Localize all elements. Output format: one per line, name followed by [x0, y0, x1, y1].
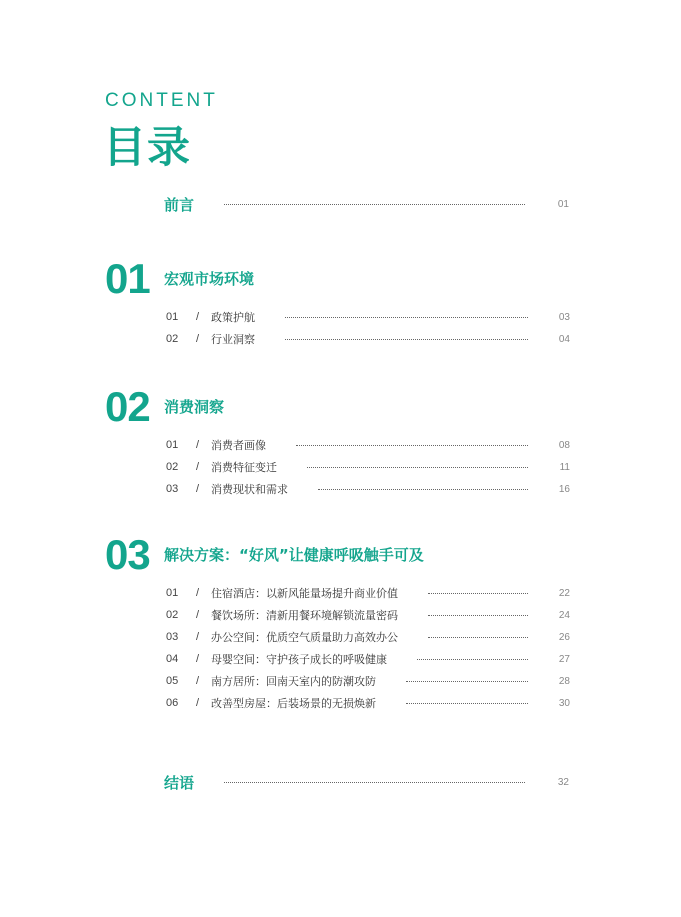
- toc-item[interactable]: [166, 626, 570, 648]
- item-separator: /: [196, 653, 200, 665]
- chapter-items: [166, 434, 570, 500]
- page-number: 27: [558, 653, 570, 665]
- dot-leader: [296, 445, 528, 446]
- item-separator: /: [196, 631, 200, 643]
- dot-leader: [406, 703, 528, 704]
- item-title: 消费者画像: [211, 439, 266, 452]
- content-label: CONTENT: [105, 90, 218, 111]
- item-number: 01: [166, 311, 179, 323]
- chapter-items: [166, 582, 570, 714]
- toc-item[interactable]: [166, 604, 570, 626]
- item-separator: /: [196, 333, 200, 345]
- page-number: 26: [558, 631, 570, 643]
- toc-item[interactable]: [166, 692, 570, 714]
- item-separator: /: [196, 697, 200, 709]
- page-number: 01: [557, 198, 569, 210]
- dot-leader: [224, 782, 525, 783]
- toc-item[interactable]: [166, 434, 570, 456]
- page-number: 04: [558, 333, 570, 345]
- toc-entry-preface[interactable]: [164, 192, 569, 216]
- preface-label: 前言: [164, 195, 195, 214]
- toc-item[interactable]: [166, 456, 570, 478]
- item-separator: /: [196, 587, 200, 599]
- item-title: 消费现状和需求: [211, 483, 288, 496]
- page-number: 24: [558, 609, 570, 621]
- page-number: 11: [559, 461, 570, 473]
- conclusion-label: 结语: [164, 773, 195, 792]
- dot-leader: [428, 593, 528, 594]
- chapter-number: 03: [105, 531, 150, 578]
- item-separator: /: [196, 483, 200, 495]
- page-number: 32: [557, 776, 569, 788]
- page-number: 03: [558, 311, 570, 323]
- item-title: 办公空间：优质空气质量助力高效办公: [211, 631, 398, 644]
- item-number: 03: [166, 631, 179, 643]
- dot-leader: [318, 489, 528, 490]
- item-title: 行业洞察: [211, 333, 255, 346]
- item-number: 06: [166, 697, 179, 709]
- page-number: 16: [558, 483, 570, 495]
- toc-item[interactable]: [166, 582, 570, 604]
- item-number: 05: [166, 675, 179, 687]
- item-number: 02: [166, 609, 179, 621]
- dot-leader: [285, 339, 528, 340]
- dot-leader: [224, 204, 525, 205]
- dot-leader: [428, 637, 528, 638]
- item-title: 南方居所：回南天室内的防潮攻防: [211, 675, 376, 688]
- page-number: 28: [558, 675, 570, 687]
- chapter-number: 01: [105, 255, 150, 302]
- item-number: 03: [166, 483, 179, 495]
- toc-item[interactable]: [166, 328, 570, 350]
- item-separator: /: [196, 311, 200, 323]
- toc-item[interactable]: [166, 306, 570, 328]
- dot-leader: [406, 681, 528, 682]
- dot-leader: [428, 615, 528, 616]
- item-number: 02: [166, 461, 179, 473]
- toc-entry-conclusion[interactable]: [164, 770, 569, 794]
- page-number: 30: [558, 697, 570, 709]
- item-title: 消费特征变迁: [211, 461, 277, 474]
- chapter-items: [166, 306, 570, 350]
- item-separator: /: [196, 461, 200, 473]
- toc-item[interactable]: [166, 478, 570, 500]
- dot-leader: [417, 659, 528, 660]
- toc-item[interactable]: [166, 670, 570, 692]
- chapter-title[interactable]: 宏观市场环境: [164, 270, 255, 288]
- item-number: 04: [166, 653, 179, 665]
- item-number: 01: [166, 587, 179, 599]
- item-number: 02: [166, 333, 179, 345]
- item-title: 改善型房屋：后装场景的无损焕新: [211, 697, 376, 710]
- chapter-title[interactable]: 消费洞察: [164, 398, 225, 416]
- dot-leader: [285, 317, 528, 318]
- item-separator: /: [196, 675, 200, 687]
- item-title: 母婴空间：守护孩子成长的呼吸健康: [211, 653, 387, 666]
- item-separator: /: [196, 609, 200, 621]
- item-number: 01: [166, 439, 179, 451]
- item-separator: /: [196, 439, 200, 451]
- toc-item[interactable]: [166, 648, 570, 670]
- page-number: 08: [558, 439, 570, 451]
- item-title: 餐饮场所：清新用餐环境解锁流量密码: [211, 609, 398, 622]
- dot-leader: [307, 467, 528, 468]
- page-number: 22: [558, 587, 570, 599]
- chapter-number: 02: [105, 383, 150, 430]
- item-title: 住宿酒店：以新风能量场提升商业价值: [211, 587, 398, 600]
- chapter-title[interactable]: 解决方案：“好风”让健康呼吸触手可及: [164, 546, 424, 564]
- page-title: 目录: [103, 123, 191, 173]
- item-title: 政策护航: [211, 311, 255, 324]
